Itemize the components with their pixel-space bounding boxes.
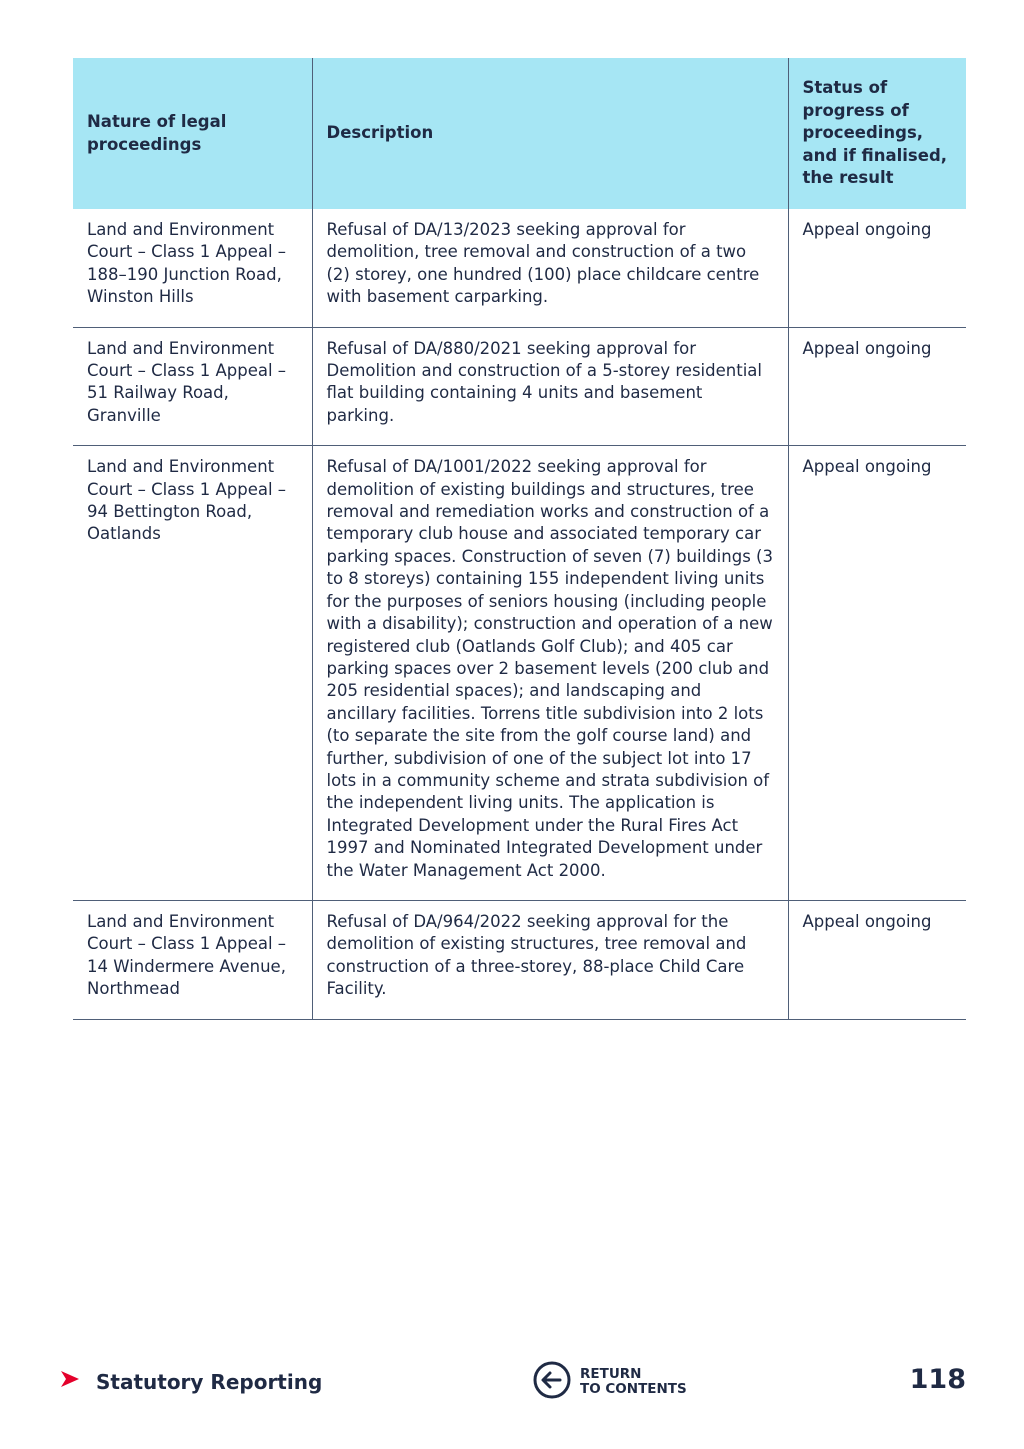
cell-nature: Land and Environment Court – Class 1 Appeal – 188–190 Junction Road, Winston Hills (73, 209, 312, 327)
table-body (73, 209, 966, 1019)
cell-description: Refusal of DA/13/2023 seeking approval for demolition, tree removal and construction of a two (2) storey, one hundred (100) place childcare centre with basement carparking. (312, 209, 788, 327)
chevron-right-icon (58, 1369, 82, 1394)
footer-section-label[interactable] (58, 1369, 322, 1394)
cell-status: Appeal ongoing (788, 900, 966, 1019)
table-row (73, 327, 966, 446)
cell-status: Appeal ongoing (788, 327, 966, 446)
cell-nature: Land and Environment Court – Class 1 Appeal – 14 Windermere Avenue, Northmead (73, 900, 312, 1019)
section-title: Statutory Reporting (96, 1369, 323, 1394)
table-row (73, 900, 966, 1019)
return-label-line1: RETURN (580, 1366, 642, 1382)
legal-proceedings-table (73, 58, 966, 1020)
cell-description: Refusal of DA/880/2021 seeking approval for Demolition and construction of a 5-storey residential flat building containing 4 units and basement parking. (312, 327, 788, 446)
table-row (73, 209, 966, 327)
return-to-contents-button[interactable] (532, 1360, 687, 1404)
header-status: Status of progress of proceedings, and if finalised, the result (788, 58, 966, 209)
return-label-line2: TO CONTENTS (580, 1381, 687, 1397)
header-row (73, 58, 966, 209)
header-nature: Nature of legal proceedings (73, 58, 312, 209)
cell-description: Refusal of DA/964/2022 seeking approval for the demolition of existing structures, tree removal and construction of a three-storey, 88-place Child Care Facility. (312, 900, 788, 1019)
cell-description: Refusal of DA/1001/2022 seeking approval for demolition of existing buildings and structures, tree removal and remediation works and construction of a temporary club house and associated temporary car parking spaces. Construction of seven (7) buildings (3 to 8 storeys) containing 155 independent living units for the purposes of seniors housing (including people with a disability); construction and operation of a new registered club (Oatlands Golf Club); and 405 car parking spaces over 2 basement levels (200 club and 205 residential spaces); and landscaping and ancillary facilities. Torrens title subdivision into 2 lots (to separate the site from the golf course land) and further, subdivision of one of the subject lot into 17 lots in a community scheme and strata subdivision of the independent living units. The application is Integrated Development under the Rural Fires Act 1997 and Nominated Integrated Development under the Water Management Act 2000. (312, 446, 788, 901)
page-number: 118 (909, 1364, 966, 1395)
header-description: Description (312, 58, 788, 209)
return-label (580, 1367, 687, 1397)
table-header (73, 58, 966, 209)
cell-status: Appeal ongoing (788, 446, 966, 901)
arrow-left-circle-icon (532, 1360, 572, 1404)
cell-status: Appeal ongoing (788, 209, 966, 327)
table-row (73, 446, 966, 901)
cell-nature: Land and Environment Court – Class 1 Appeal – 51 Railway Road, Granville (73, 327, 312, 446)
cell-nature: Land and Environment Court – Class 1 Appeal – 94 Bettington Road, Oatlands (73, 446, 312, 901)
